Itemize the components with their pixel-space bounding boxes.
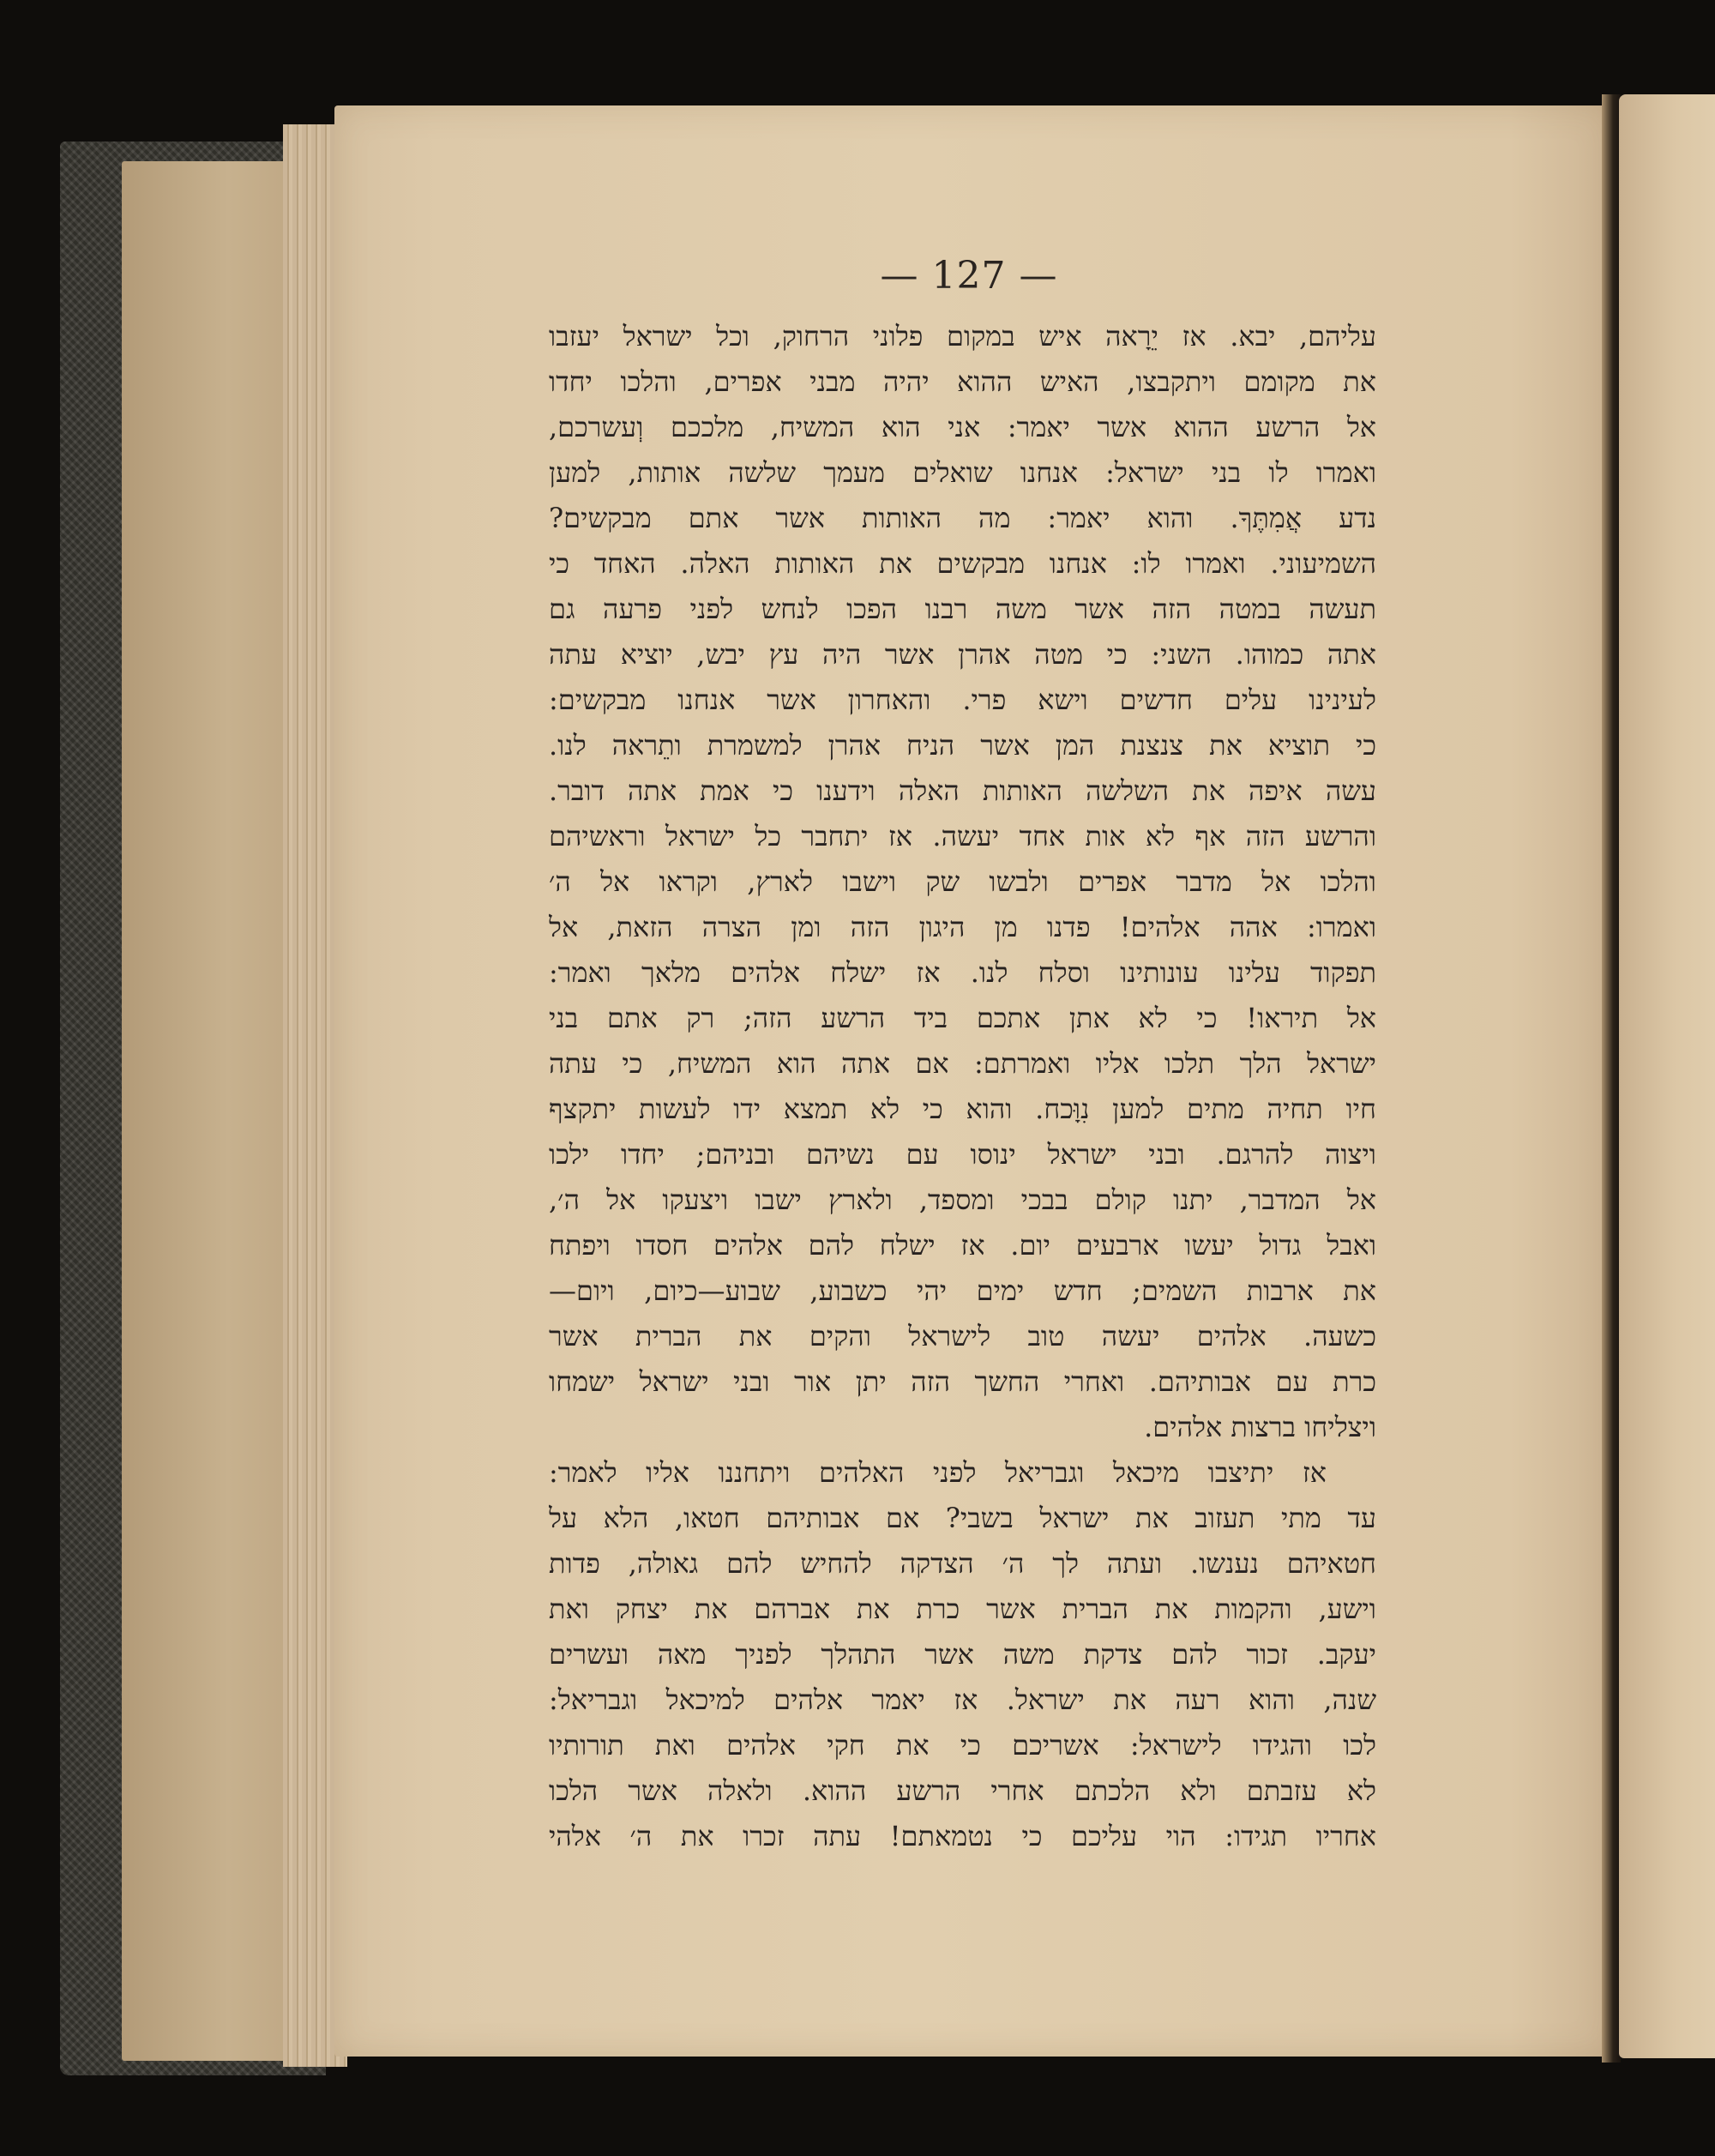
text-line: ויצוה להרגם. ובני ישראל ינוסו עם נשיהם ובניהם; יחדו ילכו — [549, 1138, 1376, 1171]
text-line: עשה איפה את השלשה האותות האלה וידענו כי אמת אתה דובר. — [549, 774, 1376, 807]
next-page-edge — [1619, 94, 1715, 2058]
text-line: וישע, והקמות את הברית אשר כרת את אברהם את יצחק ואת — [549, 1593, 1376, 1625]
page-number: — 127 — — [880, 254, 1058, 298]
text-line: כרת עם אבותיהם. ואחרי החשך הזה יתן אור ובני ישראל ישמחו — [549, 1365, 1376, 1398]
text-line: השמיעוני. ואמרו לו: אנחנו מבקשים את האותות האלה. האחד כי — [549, 547, 1376, 580]
text-line: ואבל גדול יעשו ארבעים יום. אז ישלח להם אלהים חסדו ויפתח — [549, 1229, 1376, 1262]
text-line: לכו והגידו לישראל: אשריכם כי את חקי אלהים ואת תורותיו — [549, 1729, 1376, 1762]
text-line: ואמרו: אהה אלהים! פדנו מן היגון הזה ומן הצרה הזאת, אל — [549, 911, 1376, 943]
text-line: חטאיהם נענשו. ועתה לך ה׳ הצדקה להחיש להם גאולה, פדות — [549, 1547, 1376, 1580]
text-line: והלכו אל מדבר אפרים ולבשו שק וישבו לארץ, וקראו אל ה׳ — [549, 865, 1376, 898]
text-line: תעשה במטה הזה אשר משה רבנו הפכו לנחש לפני פרעה גם — [549, 593, 1376, 625]
text-line: יעקב. זכור להם צדקת משה אשר התהלך לפניך מאה ועשרים — [549, 1638, 1376, 1671]
paragraph-start-line: אז יתיצבו מיכאל וגבריאל לפני האלהים ויתחננו אליו לאמר: — [549, 1456, 1327, 1489]
text-line: שנה, והוא רעה את ישראל. אז יאמר אלהים למיכאל וגבריאל: — [549, 1683, 1376, 1716]
text-line: אל המדבר, יתנו קולם בבכי ומספד, ולארץ ישבו ויצעקו אל ה׳, — [549, 1183, 1376, 1216]
page-body-text — [549, 314, 1376, 1859]
text-line: והרשע הזה אף לא אות אחד יעשה. אז יתחבר כל ישראל וראשיהם — [549, 820, 1376, 852]
text-line: אחריו תגידו: הוי עליכם כי נטמאתם! עתה זכרו את ה׳ אלהי — [549, 1820, 1376, 1852]
text-line: תפקוד עלינו עונותינו וסלח לנו. אז ישלח אלהים מלאך ואמר: — [549, 956, 1376, 989]
text-line: חיו תחיה מתים למען נִוָּכח. והוא כי לא תמצא ידו לעשות יתקצף — [549, 1093, 1376, 1125]
text-line: ואמרו לו בני ישראל: אנחנו שואלים מעמך שלשה אותות, למען — [549, 456, 1376, 489]
text-line: נדע אֲמִתֶּךָ. והוא יאמר: מה האותות אשר אתם מבקשים? — [549, 502, 1376, 534]
book-gutter — [1602, 94, 1621, 2063]
text-line: את מקומם ויתקבצו, האיש ההוא יהיה מבני אפרים, והלכו יחדו — [549, 365, 1376, 398]
text-line: ישראל הלך תלכו אליו ואמרתם: אם אתה הוא המשיח, כי עתה — [549, 1047, 1376, 1080]
text-line: לעינינו עלים חדשים וישא פרי. והאחרון אשר אנחנו מבקשים: — [549, 684, 1376, 716]
text-line: עד מתי תעזוב את ישראל בשבי? אם אבותיהם חטאו, הלא על — [549, 1502, 1376, 1534]
text-line: אתה כמוהו. השני: כי מטה אהרן אשר היה עץ יבש, יוציא עתה — [549, 638, 1376, 671]
text-line: עליהם, יבא. אז יֵרָאה איש במקום פלוני הרחוק, וכל ישראל יעזבו — [549, 320, 1376, 352]
text-line: את ארבות השמים; חדש ימים יהי כשבוע, שבוע—כיום, ויום— — [549, 1274, 1376, 1307]
text-line: כשעה. אלהים יעשה טוב לישראל והקים את הברית אשר — [549, 1320, 1376, 1352]
text-line: אל הרשע ההוא אשר יאמר: אני הוא המשיח, מלככם וְעשרכם, — [549, 411, 1376, 443]
text-line: אל תיראו! כי לא אתן אתכם ביד הרשע הזה; רק אתם בני — [549, 1002, 1376, 1034]
text-line: כי תוציא את צנצנת המן אשר הניח אהרן למשמרת ותֵראה לנו. — [549, 729, 1376, 762]
text-line: ויצליחו ברצות אלהים. — [1144, 1411, 1376, 1443]
text-line: לא עזבתם ולא הלכתם אחרי הרשע ההוא. ולאלה אשר הלכו — [549, 1774, 1376, 1807]
